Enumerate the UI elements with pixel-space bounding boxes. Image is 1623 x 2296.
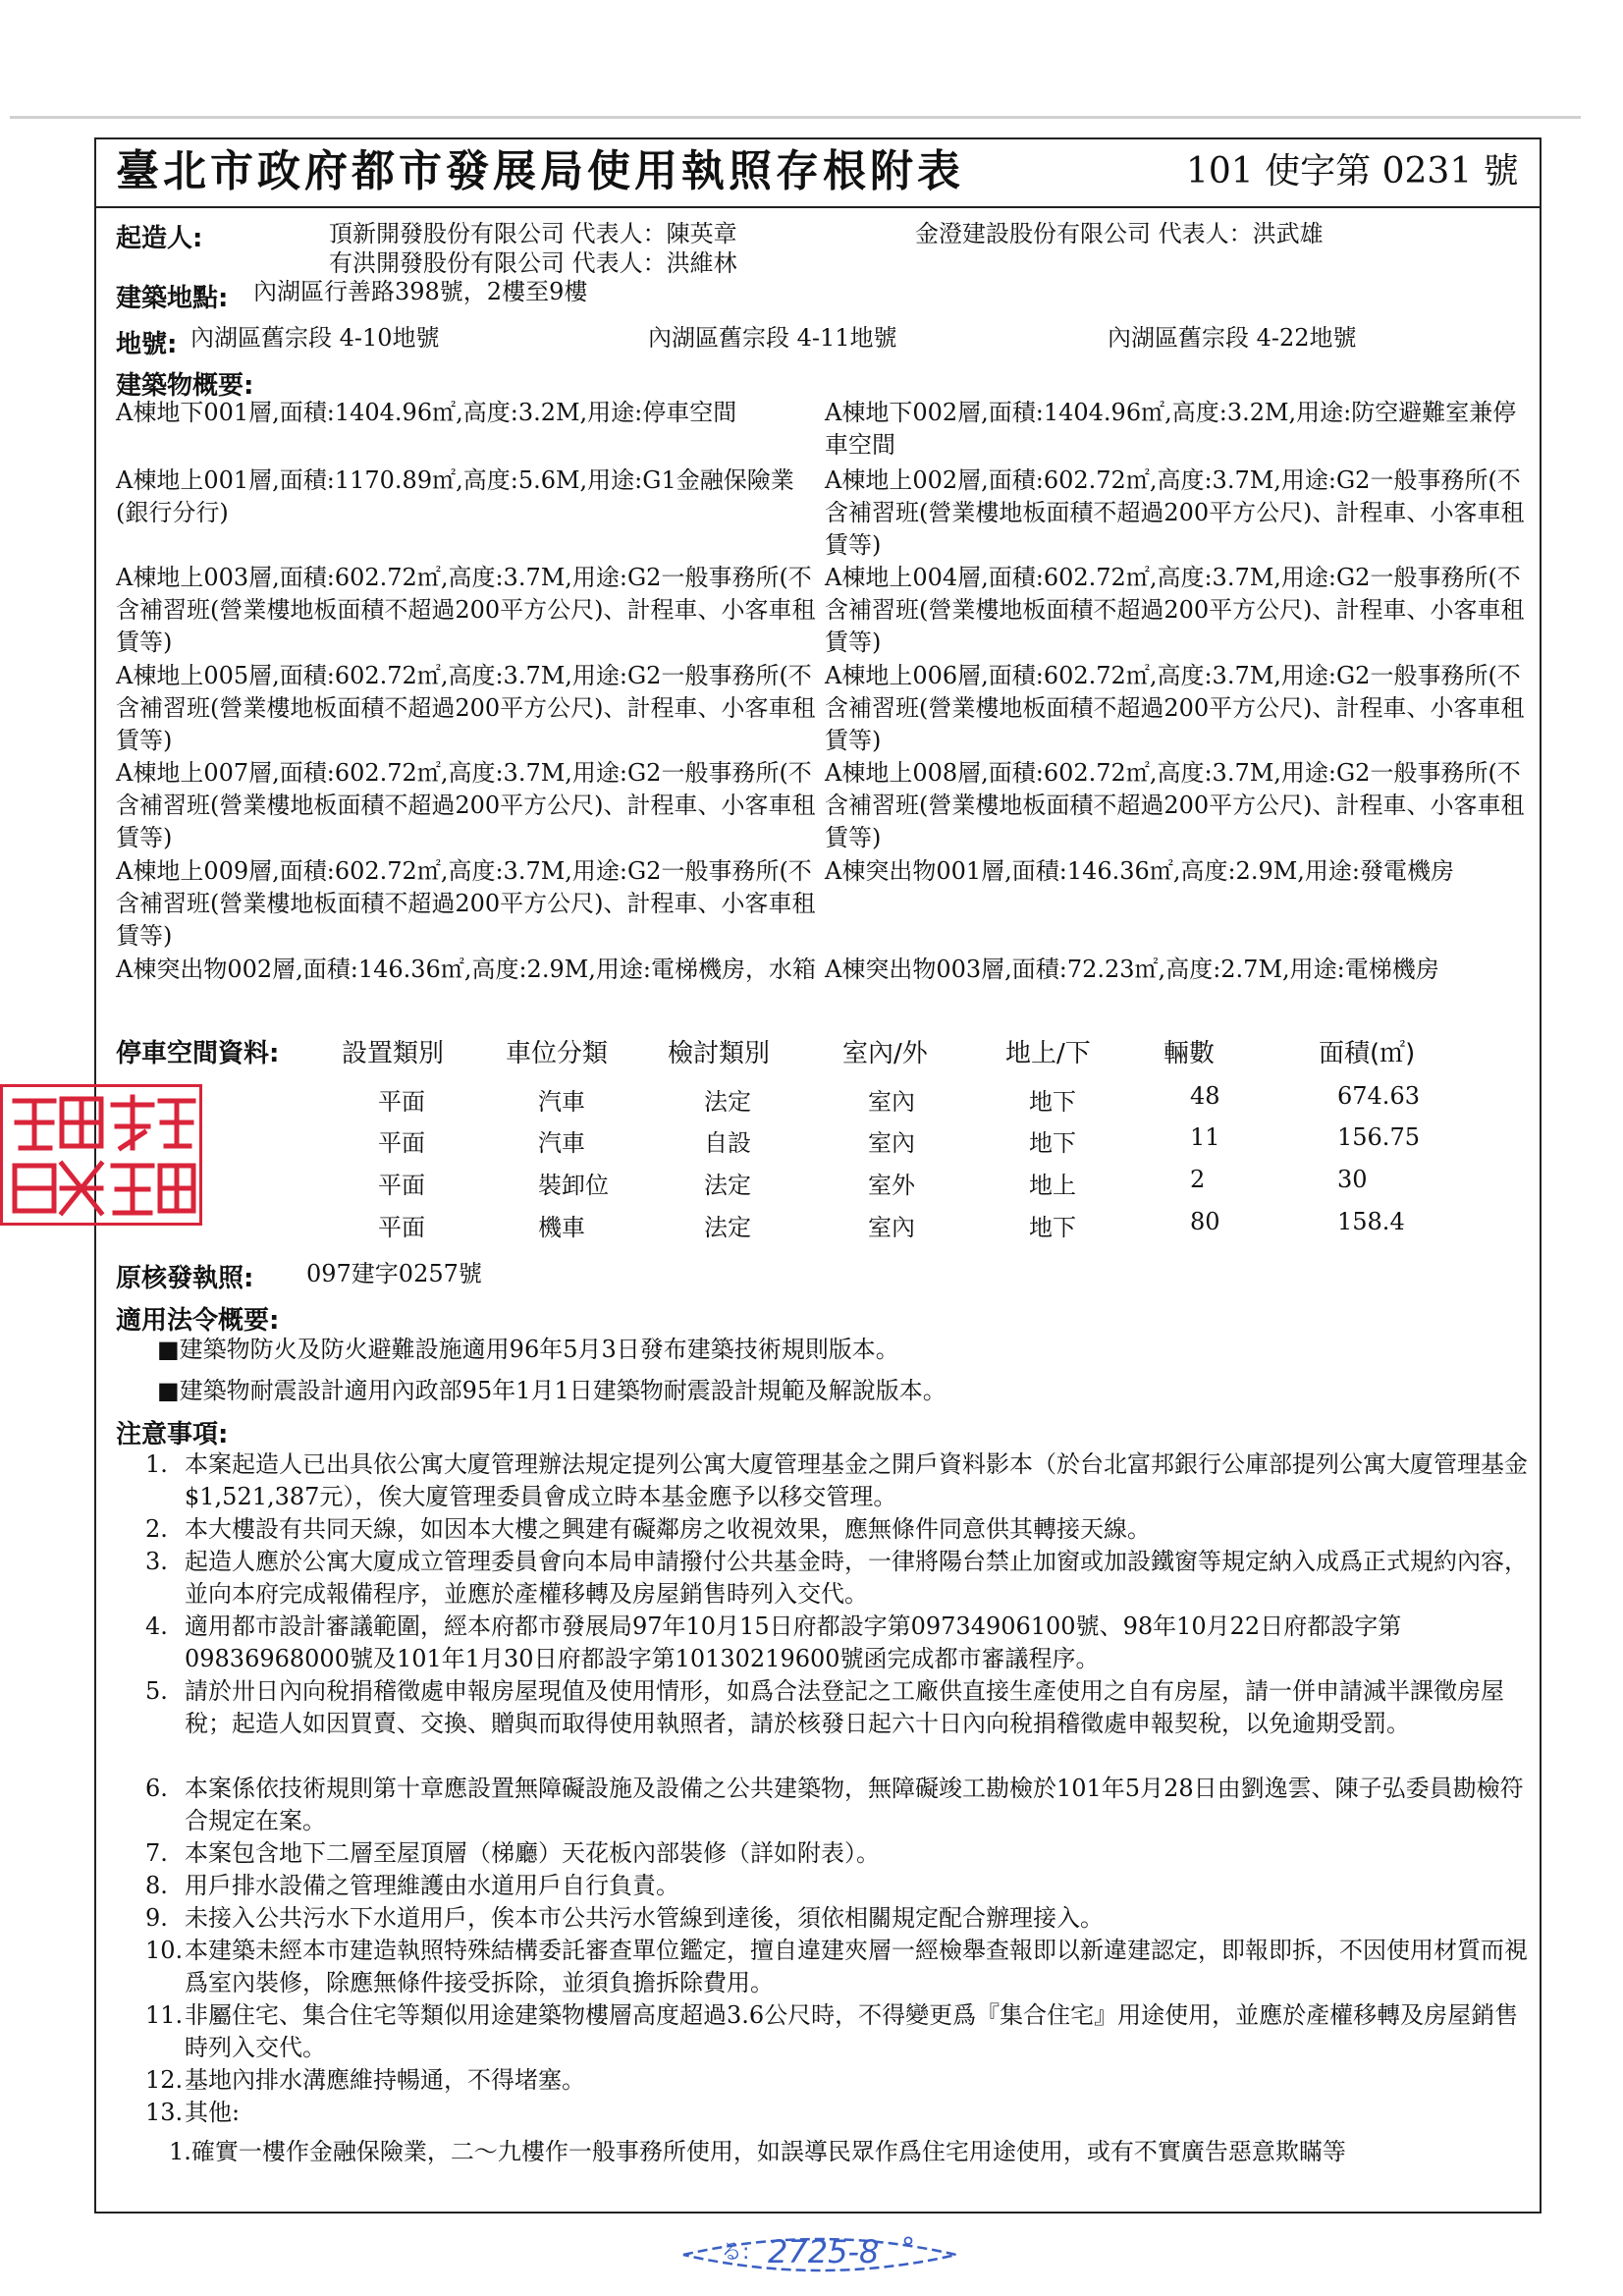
parking-cell: 158.4: [1337, 1208, 1405, 1235]
parking-cell: 80: [1190, 1208, 1220, 1235]
parking-cell: 室內: [868, 1129, 915, 1157]
parking-cell: 裝卸位: [538, 1172, 609, 1199]
note-text: 本大樓設有共同天線，如因本大樓之興建有礙鄰房之收視效果，應無條件同意供其轉接天線。: [185, 1515, 1151, 1543]
parking-cell: 平面: [378, 1088, 425, 1116]
overview-left-6: A棟地上009層,面積:602.72㎡,高度:3.7M,用途:G2一般事務所(不含補習班(營業樓地板面積不超過200平方公尺)、計程車、小客車租賃等): [116, 857, 816, 950]
note-number: 7.: [145, 1839, 168, 1867]
overview-right-7: A棟突出物003層,面積:72.23㎡,高度:2.7M,用途:電梯機房: [825, 956, 1439, 983]
parking-cell: 674.63: [1337, 1082, 1420, 1110]
note-item: [145, 1611, 1530, 1675]
note-text: 其他:: [185, 2099, 241, 2126]
parking-header-count: 輛數: [1163, 1039, 1216, 1068]
parking-header-type: 設置類別: [342, 1039, 445, 1068]
overview-right-4: A棟地上006層,面積:602.72㎡,高度:3.7M,用途:G2一般事務所(不含補習班(營業樓地板面積不超過200平方公尺)、計程車、小客車租賃等): [825, 662, 1525, 754]
overview-left-3: A棟地上003層,面積:602.72㎡,高度:3.7M,用途:G2一般事務所(不含補習班(營業樓地板面積不超過200平方公尺)、計程車、小客車租賃等): [116, 564, 816, 656]
parking-cell: 平面: [378, 1129, 425, 1157]
note-text: 本案包含地下二層至屋頂層（梯廳）天花板內部裝修（詳如附表）。: [185, 1839, 880, 1867]
original-license-value: 097建字0257號: [306, 1260, 482, 1287]
parking-cell: 48: [1190, 1082, 1220, 1110]
original-license-label: 原核發執照:: [116, 1264, 254, 1293]
top-edge-line: [10, 116, 1581, 119]
note-text: 本案係依技術規則第十章應設置無障礙設施及設備之公共建築物，無障礙竣工勘檢於101年5月28日由劉逸雲、陳子弘委員勘檢符合規定在案。: [185, 1775, 1524, 1834]
parking-cell: 法定: [704, 1214, 751, 1241]
parking-label: 停車空間資料:: [116, 1039, 280, 1068]
overview-right-2: A棟地上002層,面積:602.72㎡,高度:3.7M,用途:G2一般事務所(不含補習班(營業樓地板面積不超過200平方公尺)、計程車、小客車租賃等): [825, 466, 1525, 559]
note-item: [145, 1675, 1530, 1740]
parking-cell: 2: [1190, 1166, 1206, 1193]
note-text: 請於卅日內向稅捐稽徵處申報房屋現值及使用情形，如爲合法登記之工廠供直接生產使用之自有房屋，請一併申請減半課徵房屋稅；起造人如因買賣、交換、贈與而取得使用執照者，請於核發日起六十日內向稅捐稽徵處申報契稅，以免逾期受罰。: [185, 1677, 1504, 1737]
note-text: 非屬住宅、集合住宅等類似用途建築物樓層高度超過3.6公尺時，不得變更爲『集合住宅』用途使用，並應於產權移轉及房屋銷售時列入交代。: [185, 2001, 1519, 2061]
note-item: [145, 1513, 1530, 1546]
note-text: 基地內排水溝應維持暢通，不得堵塞。: [185, 2066, 585, 2094]
note-item: [145, 1773, 1530, 1837]
overview-left-5: A棟地上007層,面積:602.72㎡,高度:3.7M,用途:G2一般事務所(不含補習班(營業樓地板面積不超過200平方公尺)、計程車、小客車租賃等): [116, 759, 816, 851]
note-number: 5.: [145, 1677, 168, 1705]
page-title: 臺北市政府都市發展局使用執照存根附表: [116, 146, 964, 196]
page-number-stamp-text: 2725-8: [768, 2233, 880, 2270]
parking-cell: 室內: [868, 1214, 915, 1241]
overview-left-4: A棟地上005層,面積:602.72㎡,高度:3.7M,用途:G2一般事務所(不含補習班(營業樓地板面積不超過200平方公尺)、計程車、小客車租賃等): [116, 662, 816, 754]
parking-cell: 地下: [1029, 1088, 1076, 1116]
location-label: 建築地點:: [116, 284, 229, 313]
parking-cell: 156.75: [1337, 1123, 1420, 1151]
parking-header-area: 面積(㎡): [1319, 1039, 1416, 1068]
note-text: 本案起造人已出具依公寓大廈管理辦法規定提列公寓大廈管理基金之開戶資料影本（於台北富邦銀行公庫部提列公寓大廈管理基金$1,521,387元），俟大廈管理委員會成立時本基金應予以移交管理。: [185, 1450, 1528, 1510]
note-item: [145, 1870, 1530, 1902]
note-item: [145, 1546, 1530, 1611]
note-item: [145, 1935, 1530, 1999]
parking-cell: 室內: [868, 1088, 915, 1116]
note-text: 適用都市設計審議範圍，經本府都市發展局97年10月15日府都設字第09734906100號、98年10月22日府都設字第09836968000號及101年1月30日府都設字第10130219600號函完成都市審議程序。: [185, 1613, 1402, 1672]
note-item: [145, 2097, 1530, 2129]
note-number: 6.: [145, 1775, 168, 1802]
note-number: 2.: [145, 1515, 168, 1543]
permit-number: 101 使字第 0231 號: [1186, 151, 1519, 191]
page-number-stamp: [677, 2221, 962, 2288]
parking-cell: 地下: [1029, 1129, 1076, 1157]
parking-cell: 汽車: [538, 1129, 585, 1157]
parking-header-inout: 室內/外: [842, 1039, 928, 1068]
parking-cell: 平面: [378, 1214, 425, 1241]
header-rule: [94, 206, 1542, 208]
law-item-2: ■建築物耐震設計適用內政部95年1月1日建築物耐震設計規範及解說版本。: [157, 1377, 947, 1404]
note-number: 12.: [145, 2066, 184, 2094]
applicant-line-2: 有洪開發股份有限公司 代表人：洪維林: [329, 249, 737, 277]
note-sub-item: 1.確實一樓作金融保險業，二～九樓作一般事務所使用，如誤導民眾作爲住宅用途使用，或有不實廣告惡意欺瞞等: [169, 2138, 1346, 2165]
parking-cell: 30: [1337, 1166, 1368, 1193]
note-item: [145, 2064, 1530, 2097]
parking-cell: 平面: [378, 1172, 425, 1199]
note-text: 起造人應於公寓大廈成立管理委員會向本局申請撥付公共基金時，一律將陽台禁止加窗或加設鐵窗等規定納入成爲正式規約內容，並向本府完成報備程序，並應於產權移轉及房屋銷售時列入交代。: [185, 1548, 1528, 1608]
parking-cell: 機車: [538, 1214, 585, 1241]
parking-cell: 地下: [1029, 1214, 1076, 1241]
lot-value-1: 內湖區舊宗段 4-10地號: [190, 324, 440, 352]
official-seal-stamp: [0, 1084, 202, 1226]
parking-header-review: 檢討類別: [668, 1039, 771, 1068]
applicant-right: 金澄建設股份有限公司 代表人：洪武雄: [915, 220, 1324, 247]
lot-value-3: 內湖區舊宗段 4-22地號: [1108, 324, 1357, 352]
location-value: 內湖區行善路398號，2樓至9樓: [253, 278, 588, 305]
overview-left-7: A棟突出物002層,面積:146.36㎡,高度:2.9M,用途:電梯機房，水箱: [116, 956, 817, 983]
svg-text:る:: る:: [721, 2240, 750, 2265]
overview-right-1: A棟地下002層,面積:1404.96㎡,高度:3.2M,用途:防空避難室兼停車空間: [825, 399, 1517, 459]
note-number: 11.: [145, 2001, 184, 2029]
applicant-label: 起造人:: [116, 224, 203, 253]
parking-header-level: 地上/下: [1005, 1039, 1091, 1068]
note-item: [145, 1902, 1530, 1935]
lot-value-2: 內湖區舊宗段 4-11地號: [648, 324, 897, 352]
applicant-line-1: 頂新開發股份有限公司 代表人：陳英章: [329, 220, 737, 247]
note-text: 未接入公共污水下水道用戶，俟本市公共污水管線到達後，須依相關規定配合辦理接入。: [185, 1904, 1104, 1932]
lot-label: 地號:: [116, 330, 178, 359]
parking-cell: 汽車: [538, 1088, 585, 1116]
parking-cell: 11: [1190, 1123, 1220, 1151]
note-number: 8.: [145, 1872, 168, 1899]
parking-header-category: 車位分類: [506, 1039, 609, 1068]
parking-cell: 室外: [868, 1172, 915, 1199]
note-number: 1.: [145, 1450, 168, 1478]
note-text: 用戶排水設備之管理維護由水道用戶自行負責。: [185, 1872, 679, 1899]
parking-cell: 自設: [704, 1129, 751, 1157]
parking-cell: 法定: [704, 1172, 751, 1199]
parking-cell: 法定: [704, 1088, 751, 1116]
overview-right-3: A棟地上004層,面積:602.72㎡,高度:3.7M,用途:G2一般事務所(不含補習班(營業樓地板面積不超過200平方公尺)、計程車、小客車租賃等): [825, 564, 1525, 656]
svg-text:°: °: [901, 2231, 915, 2264]
note-text: 本建築未經本市建造執照特殊結構委託審查單位鑑定，擅自違建夾層一經檢舉查報即以新違建認定，即報即拆，不因使用材質而視爲室內裝修，除應無條件接受拆除，並須負擔拆除費用。: [185, 1937, 1528, 1996]
note-item: [145, 1837, 1530, 1870]
note-number: 4.: [145, 1613, 168, 1640]
law-item-1: ■建築物防火及防火避難設施適用96年5月3日發布建築技術規則版本。: [157, 1336, 899, 1363]
note-number: 3.: [145, 1548, 168, 1575]
overview-right-5: A棟地上008層,面積:602.72㎡,高度:3.7M,用途:G2一般事務所(不含補習班(營業樓地板面積不超過200平方公尺)、計程車、小客車租賃等): [825, 759, 1525, 851]
note-number: 13.: [145, 2099, 184, 2126]
note-number: 10.: [145, 1937, 184, 1964]
parking-cell: 地上: [1029, 1172, 1076, 1199]
overview-left-2: A棟地上001層,面積:1170.89㎡,高度:5.6M,用途:G1金融保險業(銀行分行): [116, 466, 794, 526]
note-number: 9.: [145, 1904, 168, 1932]
note-item: [145, 1449, 1530, 1513]
overview-right-6: A棟突出物001層,面積:146.36㎡,高度:2.9M,用途:發電機房: [825, 857, 1455, 885]
laws-label: 適用法令概要:: [116, 1306, 280, 1336]
overview-label: 建築物概要:: [116, 371, 254, 401]
note-item: [145, 1999, 1530, 2064]
overview-left-1: A棟地下001層,面積:1404.96㎡,高度:3.2M,用途:停車空間: [116, 399, 737, 426]
notes-label: 注意事項:: [116, 1420, 229, 1449]
